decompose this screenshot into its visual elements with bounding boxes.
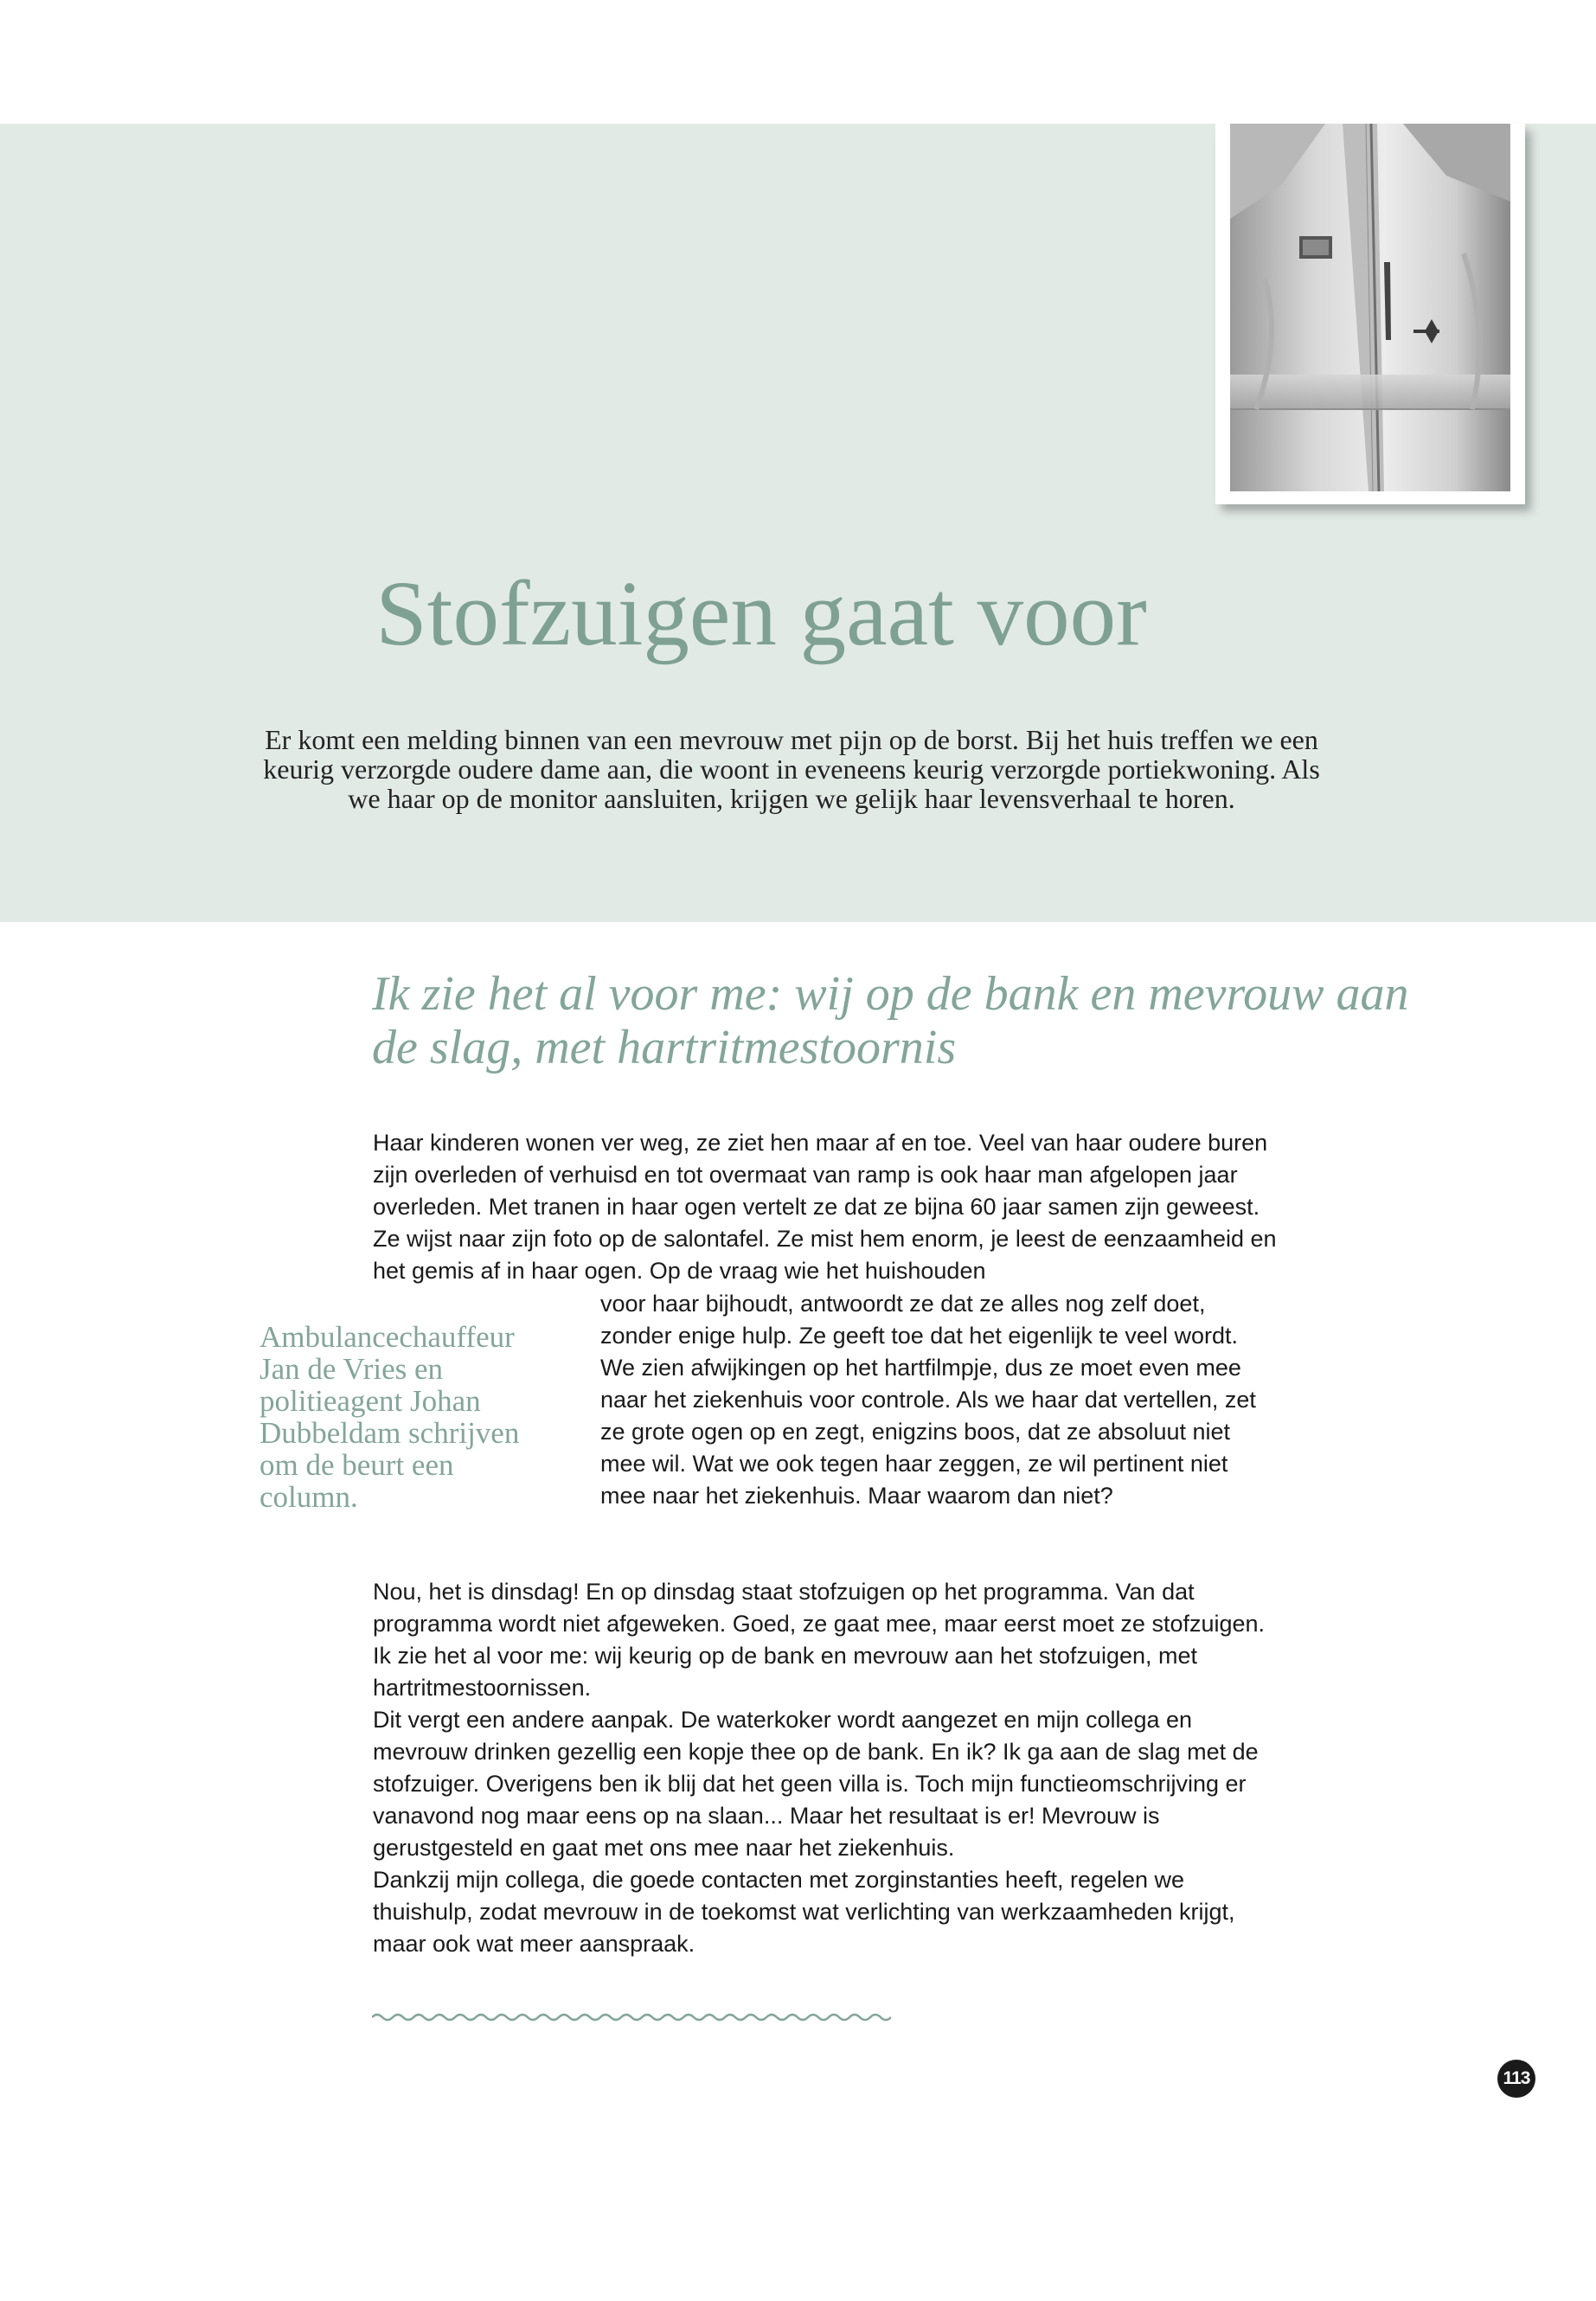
body-paragraph: Haar kinderen wonen ver weg, ze ziet hen maar af en toe. Veel van haar oudere buren zijn overleden of verhuisd en tot overmaat van ramp is ook haar man afgelopen jaar overleden. Met tranen in haar ogen vertelt ze dat ze bijna 60 jaar samen zijn geweest. Ze wijst naar zijn foto op de salontafel. Ze mist hem enorm, je leest de eenzaamheid en het gemis af in haar ogen. Op de vraag wie het huishouden — [373, 1130, 1277, 1284]
ambulance-jacket-photo — [1230, 124, 1510, 491]
article-intro: Er komt een melding binnen van een mevrouw met pijn op de borst. Bij het huis treffen we een keurig verzorgde oudere dame aan, die woont in eveneens keurig verzorgde portiekwoning. Als we haar op de monitor aansluiten, krijgen we gelijk haar levensverhaal te horen. — [263, 724, 1320, 814]
photo-frame — [1215, 124, 1525, 504]
body-paragraph: We zien afwijkingen op het hartfilmpje, dus ze moet even mee naar het ziekenhuis voor controle. Als we haar dat vertellen, zet ze grote ogen op en zegt, enigzins boos, dat ze absoluut niet mee wil. Wat we ook tegen haar zeggen, ze wil pertinent niet mee naar het ziekenhuis. Maar waarom dan niet? — [600, 1355, 1256, 1509]
wave-divider — [372, 2009, 891, 2026]
body-paragraph: Nou, het is dinsdag! En op dinsdag staat stofzuigen op het programma. Van dat programma wordt niet afgeweken. Goed, ze gaat mee, maar eerst moet ze stofzuigen. Ik zie het al voor me: wij keurig op de bank en mevrouw aan het stofzuigen, met hartritmestoornissen. — [373, 1579, 1266, 1701]
body-paragraph: voor haar bijhoudt, antwoordt ze dat ze alles nog zelf doet, zonder enige hulp. Ze geeft toe dat het eigenlijk te veel wordt. — [600, 1291, 1238, 1349]
page-number: 113 — [1497, 2060, 1535, 2098]
body-paragraph: Dankzij mijn collega, die goede contacten met zorginstanties heeft, regelen we thuishulp, zodat mevrouw in de toekomst wat verlichting van werkzaamheden krijgt, maar ook wat meer aanspraak. — [373, 1867, 1235, 1957]
article-title: Stofzuigen gaat voor — [375, 563, 1147, 665]
body-column-narrow — [600, 1288, 1266, 1512]
body-column-wide — [373, 1576, 1281, 1960]
author-note: Ambulancechauffeur Jan de Vries en politieagent Johan Dubbeldam schrijven om de beurt een column. — [260, 1320, 520, 1514]
pull-quote: Ik zie het al voor me: wij op de bank en mevrouw aan de slag, met hartritmestoornis — [372, 967, 1409, 1074]
body-paragraph: Dit vergt een andere aanpak. De waterkoker wordt aangezet en mijn collega en mevrouw drinken gezellig een kopje thee op de bank. En ik? Ik ga aan de slag met de stofzuiger. Overigens ben ik blij dat het geen villa is. Toch mijn functieomschrijving er vanavond nog maar eens op na slaan... Maar het resultaat is er! Mevrouw is gerustgesteld en gaat met ons mee naar het ziekenhuis. — [373, 1707, 1259, 1861]
